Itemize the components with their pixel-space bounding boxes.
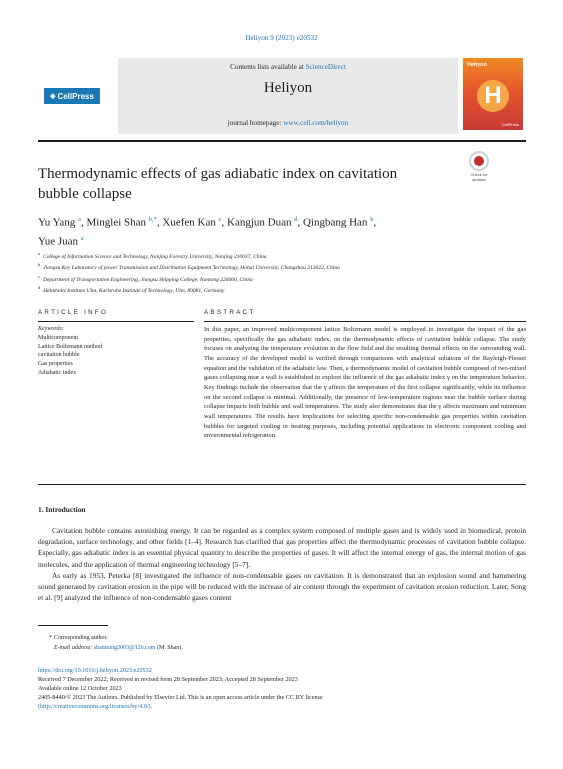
homepage-link[interactable]: www.cell.com/heliyon	[283, 119, 349, 127]
author-name[interactable]: Qingbang Han	[302, 216, 368, 229]
affiliation-item	[38, 250, 538, 261]
masthead-center	[118, 58, 458, 134]
footnotes	[38, 633, 183, 653]
section-heading-introduction: 1. Introduction	[38, 505, 86, 514]
keyword: Lattice Boltzmann method	[38, 343, 102, 350]
keywords-heading: Keywords:	[38, 326, 64, 332]
author-name[interactable]: Yue Juan	[38, 235, 79, 248]
cover-brand: CellPress	[501, 122, 519, 127]
article-info-rule	[38, 321, 194, 322]
license-text: 2405-8440/© 2023 The Authors. Published by Elsevier Ltd. This is an open access article under the CC BY license	[38, 694, 323, 701]
affiliation-text: College of Information Science and Technology, Nanjing Forestry University, Nanjing 210037, China	[43, 253, 267, 260]
journal-cover[interactable]	[463, 58, 523, 130]
affiliation-item	[38, 261, 538, 272]
author-name[interactable]: Minglei Shan	[86, 216, 147, 229]
publisher-logo-area	[38, 58, 110, 134]
affiliation-text: Helmholtz Institute Ulm, Karlsruhe Institute of Technology, Ulm, 89081, Germany	[43, 288, 225, 295]
cellpress-logo[interactable]	[44, 88, 100, 104]
affiliation-key: b	[38, 262, 41, 268]
author-name[interactable]: Kangjun Duan	[227, 216, 292, 229]
available-online: Available online 12 October 2023	[38, 685, 122, 692]
introduction-body	[38, 525, 526, 603]
cellpress-logo-text: CellPress	[57, 91, 94, 101]
cover-title: Heliyon	[467, 62, 487, 68]
article-title: Thermodynamic effects of gas adiabatic index on cavitation bubble collapse	[38, 166, 398, 202]
doi-link[interactable]: https://doi.org/10.1016/j.heliyon.2023.e20532	[38, 667, 152, 674]
email-note	[38, 643, 183, 653]
abstract-bottom-rule	[38, 484, 526, 485]
corresponding-mark: *	[49, 635, 52, 641]
affiliations	[38, 250, 538, 296]
abstract-rule	[204, 321, 526, 322]
author-affiliation-mark[interactable]: b,*	[148, 216, 157, 223]
homepage-prefix: journal homepage:	[227, 119, 284, 127]
keyword: Adiabatic index	[38, 369, 77, 376]
affiliation-key: d	[38, 285, 41, 291]
check-updates-icon	[469, 151, 489, 171]
email-label: E-mail address:	[54, 645, 93, 651]
received-dates: Received 7 December 2022; Received in revised form 28 September 2023; Accepted 28 September 2023	[38, 676, 298, 683]
author-name[interactable]: Yu Yang	[38, 216, 76, 229]
license-link[interactable]: (http://creativecommons.org/licenses/by/4.0/).	[38, 703, 153, 710]
masthead-rule	[38, 140, 526, 142]
affiliation-text: Jiangsu Key Laboratory of power Transmission and Distribution Equipment Technology, Hohai University, Changzhou 213022, China	[43, 265, 340, 272]
abstract-label: ABSTRACT	[204, 309, 256, 316]
keyword: cavitation bubble	[38, 352, 80, 359]
contents-line	[118, 63, 458, 71]
journal-name: Heliyon	[263, 80, 313, 96]
author-list: Yu Yang $^a$, Minglei Shan $^{b,*}$, Xuefen Kan $^c$, Kangjun Duan $^d$, Qingbang Han $^b$, Yue Juan $^a$	[38, 216, 377, 248]
corresponding-text: Corresponding author.	[54, 635, 108, 641]
affiliation-text: Department of Transportation Engineering, Jiangsu Shipping College, Nantong 226000, China	[43, 276, 253, 283]
affiliation-item	[38, 284, 538, 295]
article-metadata	[38, 666, 526, 711]
sciencedirect-link[interactable]: ScienceDirect	[305, 63, 346, 71]
check-updates-badge[interactable]	[464, 151, 494, 185]
journal-reference[interactable]: Heliyon 9 (2023) e20532	[245, 34, 318, 42]
keywords-list	[38, 334, 102, 378]
paragraph: Cavitation bubble contains astonishing energy. It can be regarded as a complex system composed of multiple gases and is widely used in biomedical, protein degradation, surface technology, and other fields [1–4]. Research has clarified that gas properties affect the thermodynamic processes of cavitation bubble collapse. Especially, gas adiabatic index is an essential physical quantity to describe the properties of gases. It will affect the internal energy of gas, the internal motion of gas molecules, and the application of thermal engineering technology [5–7].	[38, 526, 526, 569]
contents-prefix: Contents lists available at	[230, 63, 306, 71]
keyword: Gas properties	[38, 361, 73, 368]
check-updates-label: Check for updates	[470, 172, 488, 182]
email-link[interactable]: shanming2003@126.com	[93, 645, 156, 651]
author-affiliation-mark[interactable]: d	[294, 216, 298, 223]
abstract-text: In this paper, an improved multicomponent lattice Boltzmann model is employed to investigate the impact of the gas properties, specifically the gas adiabatic index, on the thermodynamic effects of cavitation bubble collapse. The study focuses on analyzing the temperature evolution in the flow field and the resulting thermal effects on the surrounding wall. The accuracy of the developed model is verified through comparisons with analytical solutions of the Rayleigh-Plesset equation and the validation of the adiabatic law. Then, a thermodynamic model of cavitation bubble composed of two-mixed gases collapsing near a wall is established to explore the influence of the gas adiabatic index γ on the temperature behavior. Key findings include the observation that the γ affects the temperature of the first collapse significantly, while its influence on the second collapse is minimal. Additionally, the presence of low-temperature regions near the bubble surface during collapse impacts both bubble and wall temperatures. The study also demonstrates that the γ affects maximum and minimum wall temperatures. The results have implications for selecting specific non-condensable gas properties within cavitation bubbles for targeted cooling or heating purposes, including potential applications in electronic component cooling and environmental refrigeration.	[204, 326, 526, 440]
affiliation-key: c	[38, 273, 40, 279]
author-affiliation-mark[interactable]: a	[80, 234, 84, 242]
masthead	[38, 58, 526, 134]
paragraph: As early as 1953, Peterka [8] investigated the influence of non-condensable gases on cavitation. It is demonstrated that an explosion sound and hammering sound generated by cavitation erosion in the pipe will be reduced with the increase of air content through the experiment of cavitation erosion reduction. Later, Song et al. [9] analyzed the influence of non-condensable gases content	[38, 570, 526, 603]
homepage-line	[118, 119, 458, 127]
author-affiliation-mark[interactable]: c	[218, 216, 222, 223]
cover-letter: H	[484, 82, 502, 109]
affiliation-key: a	[38, 251, 40, 256]
article-info-label: ARTICLE INFO	[38, 309, 109, 316]
email-suffix: (M. Shan).	[155, 645, 183, 651]
author-affiliation-mark[interactable]: a	[78, 216, 81, 223]
keyword: Multicomponent	[38, 335, 78, 341]
footnote-rule	[38, 625, 108, 626]
author-name[interactable]: Xuefen Kan	[162, 216, 216, 229]
cellpress-icon: ◈	[50, 93, 56, 100]
affiliation-item	[38, 273, 538, 284]
corresponding-author-note	[38, 633, 183, 643]
author-affiliation-mark[interactable]: b	[370, 216, 374, 223]
